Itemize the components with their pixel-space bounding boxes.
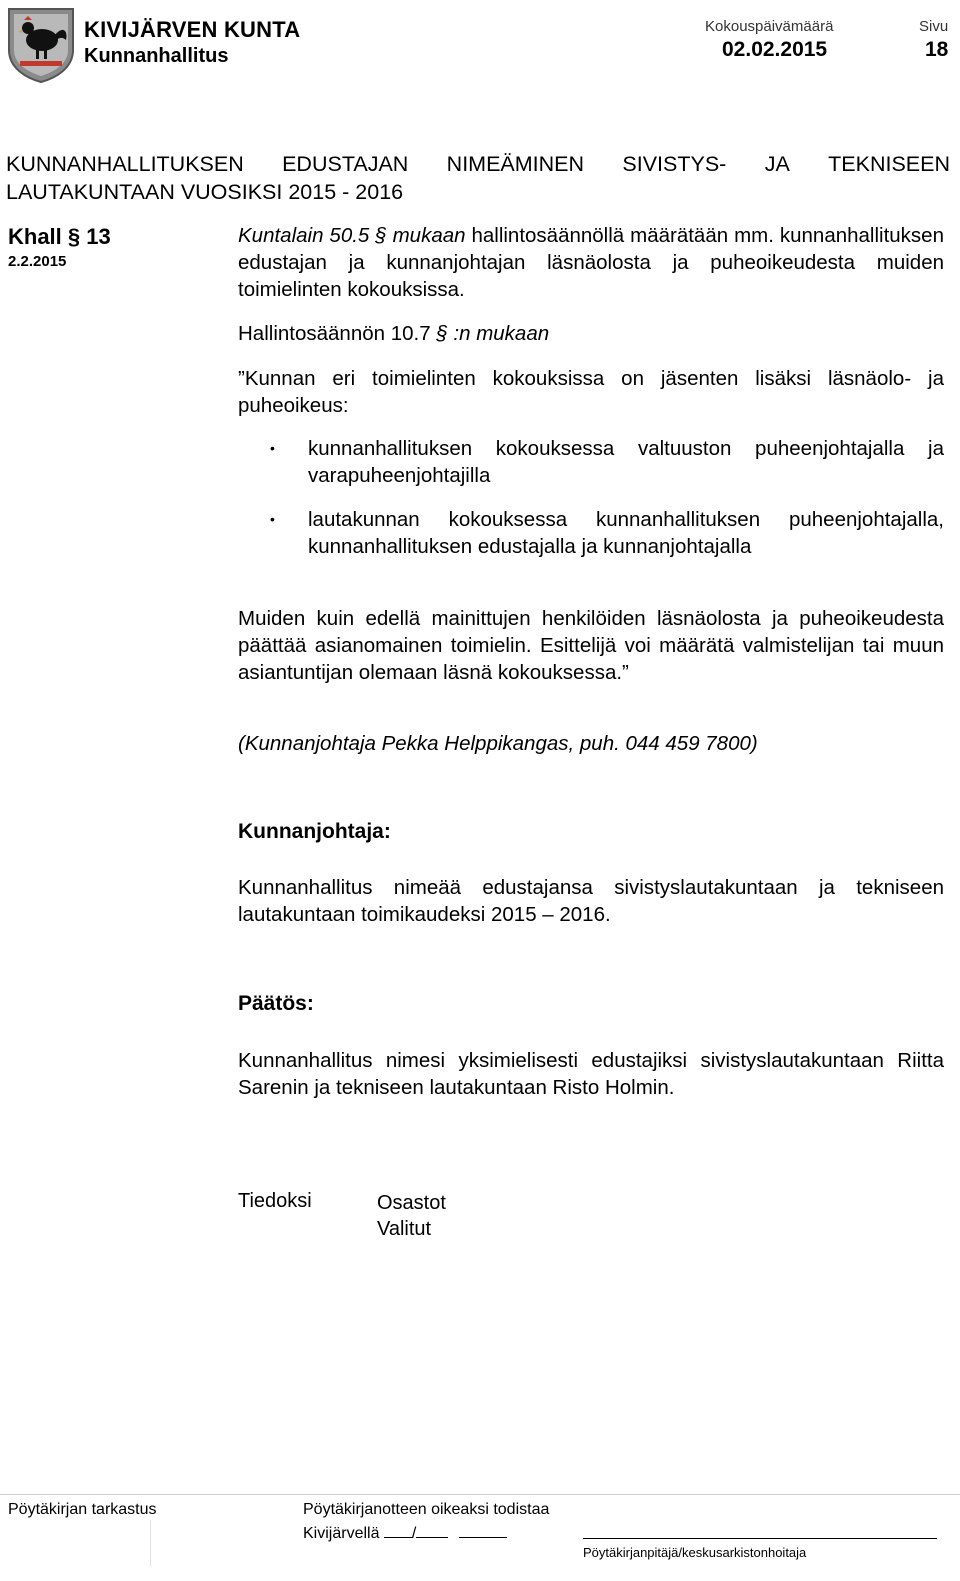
organization-name: KIVIJÄRVEN KUNTA: [84, 17, 301, 42]
municipal-crest-icon: [6, 6, 76, 84]
list-item: • kunnanhallituksen kokouksessa valtuuston puheenjohtajalla ja varapuheenjohtajilla: [270, 435, 944, 489]
law-reference: Kuntalain 50.5 § mukaan: [238, 224, 466, 247]
quote-end: Muiden kuin edellä mainittujen henkilöiden läsnäolosta ja puheoikeudesta päättää asianomainen toimielin. Esittelijä voi määrätä valmistelijan tai muun asiantuntijan olemaan läsnä kokouksessa.”: [238, 607, 944, 684]
distribution-list: [377, 1190, 446, 1242]
certify-label: Pöytäkirjanotteen oikeaksi todistaa: [303, 1501, 550, 1518]
title-word: JA: [764, 152, 790, 176]
page-label: Sivu: [919, 18, 949, 35]
proposal-title: Kunnanjohtaja:: [238, 820, 391, 843]
signer-title: Pöytäkirjanpitäjä/keskusarkistonhoitaja: [583, 1545, 807, 1560]
review-label: Pöytäkirjan tarkastus: [8, 1501, 157, 1518]
day-blank: [384, 1523, 412, 1538]
rule-reference: [238, 320, 944, 347]
decision-text: Kunnanhallitus nimesi yksimielisesti edustajiksi sivistyslautakuntaan Riitta Sarenin ja tekniseen lautakuntaan Risto Holmin.: [238, 1049, 944, 1099]
footer-divider: [150, 1520, 151, 1566]
date-separator: /: [411, 1525, 417, 1542]
rule-reference-name: Hallintosäännön 10.7: [238, 322, 431, 345]
page-number: 18: [925, 38, 949, 61]
title-word: EDUSTAJAN: [282, 152, 409, 176]
title-word: NIMEÄMINEN: [446, 152, 585, 176]
proposal-text: Kunnanhallitus nimeää edustajansa sivistyslautakuntaan ja tekniseen lautakuntaan toimikaudeksi 2015 – 2016.: [238, 876, 944, 926]
document-title: [6, 150, 950, 206]
section-id: Khall § 13: [8, 224, 111, 249]
certify-place-date: [303, 1523, 507, 1543]
title-word: TEKNISEEN: [828, 152, 950, 176]
year-blank: [459, 1523, 507, 1538]
title-line-2: LAUTAKUNTAAN VUOSIKSI 2015 - 2016: [6, 180, 404, 204]
month-blank: [416, 1523, 448, 1538]
intro-text: hallintosäännöllä määrätään mm. kunnanhallituksen edustajan ja kunnanjohtajan läsnäolosta ja puheoikeudesta muiden toimielinten kokouksissa.: [238, 224, 944, 301]
quote-intro: ”Kunnan eri toimielinten kokouksissa on jäsenten lisäksi läsnäolo- ja puheoikeus:: [238, 367, 944, 417]
meeting-date-value: 02.02.2015: [722, 38, 828, 61]
signature-line: [583, 1538, 937, 1539]
attendance-list: [270, 435, 944, 577]
title-word: KUNNANHALLITUKSEN: [6, 152, 244, 176]
list-item: • lautakunnan kokouksessa kunnanhallituksen puheenjohtajalla, kunnanhallituksen edustajalla ja kunnanjohtajalla: [270, 506, 944, 560]
contact-line: (Kunnanjohtaja Pekka Helppikangas, puh. 044 459 7800): [238, 732, 758, 755]
distribution-item: Osastot: [377, 1192, 446, 1214]
distribution-item: Valitut: [377, 1218, 432, 1240]
distribution-label: Tiedoksi: [238, 1190, 312, 1212]
intro-paragraph: [238, 222, 944, 303]
meeting-date-label: Kokouspäivämäärä: [705, 18, 834, 35]
place-label: Kivijärvellä: [303, 1525, 380, 1542]
organization-unit: Kunnanhallitus: [84, 45, 229, 67]
section-date: 2.2.2015: [8, 253, 67, 270]
rule-reference-suffix: § :n mukaan: [430, 322, 550, 345]
title-word: SIVISTYS-: [622, 152, 727, 176]
decision-title: Päätös:: [238, 992, 314, 1015]
